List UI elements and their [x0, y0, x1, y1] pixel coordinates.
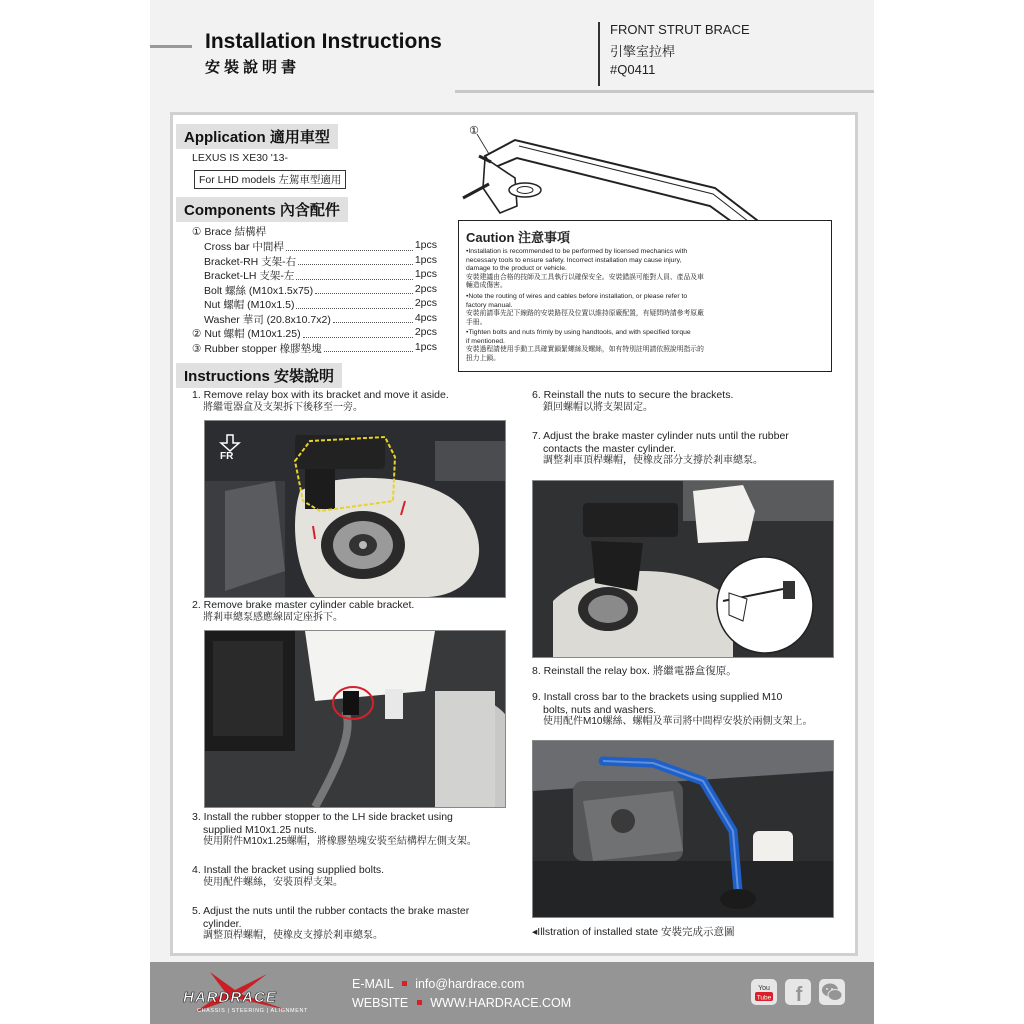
component-item: ② Nut 螺帽 (M10x1.25) 2pcs — [192, 326, 437, 340]
step-2: 2. Remove brake master cylinder cable bracket. 將剎車總泵感應線固定座拆下。 — [192, 599, 415, 623]
component-item: ③ Rubber stopper 橡膠墊塊 1pcs — [192, 340, 437, 355]
caution-line: 安裝前請事先記下線路的安裝路徑及位置以維持原廠配置，有疑問時請參考原廠 — [466, 310, 704, 318]
caution-line: factory manual. — [466, 301, 513, 309]
svg-text:CHASSIS | STEERING | ALIGNMENT: CHASSIS | STEERING | ALIGNMENT — [197, 1008, 309, 1014]
email-row — [352, 977, 524, 991]
website-label: WEBSITE — [352, 996, 409, 1010]
svg-text:Tube: Tube — [756, 994, 772, 1002]
engine-bay-image — [205, 421, 505, 597]
caution-line: damage to the product or vehicle. — [466, 265, 567, 273]
hardrace-logo — [175, 968, 325, 1014]
caution-line: 扭力上鎖。 — [466, 354, 500, 362]
website-row — [352, 996, 571, 1010]
lhd-note: For LHD models 左駕車型適用 — [194, 170, 346, 189]
svg-text:You: You — [758, 985, 770, 992]
component-item: Bracket-LH 支架-左 1pcs — [204, 268, 437, 282]
email-label: E-MAIL — [352, 977, 394, 991]
product-name-en: FRONT STRUT BRACE — [610, 22, 750, 37]
header-divider — [598, 22, 600, 86]
title-en: Installation Instructions — [205, 30, 442, 53]
email-link[interactable]: info@hardrace.com — [415, 977, 525, 991]
wechat-icon[interactable] — [819, 979, 845, 1005]
step-9: 9. Install cross bar to the brackets using supplied M10 bolts, nuts and washers. 使用配件M10螺絲、螺帽及華司將中間桿安裝於兩側支架上。 — [532, 691, 813, 727]
caution-line: •Note the routing of wires and cables before installation, or please refer to — [466, 293, 688, 300]
component-item: Bolt 螺絲 (M10x1.5x75) 2pcs — [204, 282, 437, 297]
front-direction-label: FR — [220, 451, 234, 462]
step-2-photo — [204, 630, 506, 808]
svg-text:HARDRACE: HARDRACE — [183, 989, 277, 1006]
installed-state-photo — [532, 740, 834, 918]
caution-line: 手冊。 — [466, 318, 487, 326]
step-3: 3. Install the rubber stopper to the LH side bracket using supplied M10x1.25 nuts. 使用附件M10x1.25螺帽，將橡膠墊塊安裝至結構桿左側支架。 — [192, 811, 477, 847]
brake-cylinder-image — [205, 631, 505, 807]
facebook-icon[interactable] — [785, 979, 811, 1005]
bullet-icon — [402, 981, 407, 986]
caution-line: •Tighten bolts and nuts frimly by using handtools, and with specified torque — [466, 329, 691, 336]
caution-line: 輛造成傷害。 — [466, 282, 507, 290]
product-name-zh: 引擎室拉桿 — [610, 44, 676, 59]
component-item: Nut 螺帽 (M10x1.5) 2pcs — [204, 297, 437, 311]
vehicle-model: LEXUS IS XE30 '13- — [192, 152, 288, 164]
website-link[interactable]: WWW.HARDRACE.COM — [430, 996, 572, 1010]
components-list — [192, 224, 437, 355]
header-rule — [150, 45, 192, 48]
step-1: 1. Remove relay box with its bracket and move it aside. 將繼電器盒及支架拆下後移至一旁。 — [192, 389, 449, 413]
youtube-icon[interactable] — [751, 979, 777, 1005]
step-4: 4. Install the bracket using supplied bolts. 使用配件螺絲，安裝頂桿支架。 — [192, 864, 385, 888]
bullet-icon — [417, 1000, 422, 1005]
step-5: 5. Adjust the nuts until the rubber contacts the brake master cylinder. 調整頂桿螺帽，使橡皮支撐於剎車總泵。 — [192, 905, 470, 941]
component-item: Bracket-RH 支架-右 1pcs — [204, 253, 437, 268]
caution-heading: Caution 注意事項 — [466, 230, 570, 245]
caution-line: if mentioned. — [466, 337, 505, 345]
marker-1: ① — [469, 124, 479, 137]
illustration-caption: ◂Illstration of installed state 安裝完成示意圖 — [532, 926, 735, 938]
header-bottom-rule — [455, 90, 874, 93]
instructions-heading: Instructions 安裝說明 — [176, 363, 342, 388]
step-1-photo — [204, 420, 506, 598]
caution-line: 安裝建議由合格的技師及工具執行以確保安全。安裝錯誤可能對人員、產品及車 — [466, 273, 704, 281]
caution-line: necessary tools to ensure safety. Incorrect installation may cause injury, — [466, 256, 682, 264]
step-7: 7. Adjust the brake master cylinder nuts until the rubber contacts the master cylinder. 調整剎車頂桿螺帽，使橡皮部分支撐於剎車總泵。 — [532, 430, 789, 466]
caution-box — [458, 220, 832, 372]
step-6: 6. Reinstall the nuts to secure the brackets. 鎖回螺帽以將支架固定。 — [532, 389, 734, 413]
caution-line: •Installation is recommended to be performed by licensed mechanics with — [466, 248, 688, 255]
product-code: #Q0411 — [610, 62, 656, 77]
step-7-photo — [532, 480, 834, 658]
step-8: 8. Reinstall the relay box. 將繼電器盒復原。 — [532, 665, 737, 677]
application-heading: Application 適用車型 — [176, 124, 338, 149]
component-item: Cross bar 中間桿 1pcs — [204, 239, 437, 253]
components-heading: Components 內含配件 — [176, 197, 348, 222]
caution-line: 安裝過程請使用手動工具確實鎖緊螺絲及螺絲，如有特別註明請依照說明指示的 — [466, 346, 704, 354]
installed-brace-image — [533, 741, 833, 917]
svg-text:f: f — [795, 984, 803, 1005]
component-item: Washer 華司 (20.8x10.7x2) 4pcs — [204, 311, 437, 326]
component-item: ① Brace 結構桿 — [192, 226, 267, 238]
bracket-install-image — [533, 481, 833, 657]
title-zh: 安裝說明書 — [205, 59, 301, 76]
